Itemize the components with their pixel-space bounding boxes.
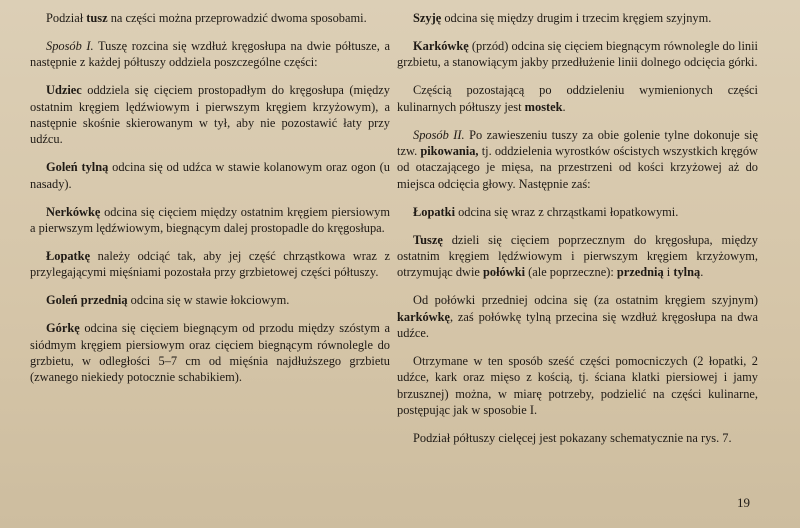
term-karkowke: karkówkę: [397, 309, 451, 324]
term-golen-przednia: Goleń przednią: [46, 293, 128, 308]
paragraph-rys-7: Podział półtuszy cielęcej jest pokazany schematycznie na rys. 7.: [413, 431, 732, 446]
term-tylna: tylną: [673, 265, 701, 280]
term-polowki: połówki: [483, 265, 526, 280]
method-1-label: Sposób I.: [46, 38, 94, 53]
term-nerkowka: Nerkówkę: [46, 204, 101, 219]
term-tusz: tusz: [86, 11, 108, 25]
paragraph-golen-tylna: Goleń tylną odcina się od udźca w stawie kolanowym oraz ogon (u nasady).: [30, 160, 390, 191]
paragraph-nerkowka: Nerkówkę odcina się cięciem między ostatnim kręgiem piersiowym a pierwszym lędźwiowym, biegnącym dalej prostopadle do kręgosłupa.: [30, 204, 390, 236]
paragraph-method-1: Sposób I. Tuszę rozcina się wzdłuż kręgosłupa na dwie półtusze, a następnie z każdej półtuszy oddziela poszczególne części:: [30, 38, 390, 70]
term-pikowanie: pikowania,: [420, 143, 479, 158]
term-karkowka: Karkówkę: [413, 38, 469, 53]
right-column: [397, 10, 758, 458]
paragraph-method-2: Sposób II. Po zawieszeniu tuszy za obie golenie tylne dokonuje się tzw. pikowania, tj. oddzielenia wyrostków ościstych wszystkich kręgów od otaczającego je mięsa, na przestrzeni od kości krzyżowej aż do miejsca odcięcia głowy. Następnie zaś:: [397, 127, 758, 191]
page-number: 19: [737, 495, 750, 510]
method-2-label: Sposób II.: [413, 127, 465, 142]
paragraph-intro: Podział tusz na części można przeprowadzić dwoma sposobami.: [46, 11, 367, 25]
left-column: [30, 10, 390, 397]
term-lopatki: Łopatki: [413, 204, 456, 219]
term-tusze: Tuszę: [413, 232, 443, 247]
paragraph-udziec: Udziec oddziela się cięciem prostopadłym do kręgosłupa (między ostatnim kręgiem lędźwiowym i pierwszym kręgiem krzyżowym), a następnie skośnie skierowanym w tył, aby nie pozostawić łaty przy udźcu.: [30, 83, 390, 147]
term-lopatka: Łopatkę: [46, 248, 91, 263]
paragraph-mostek: Częścią pozostającą po oddzieleniu wymienionych części kulinarnych półtuszy jest mostek.: [397, 83, 758, 114]
paragraph-lopatka: Łopatkę należy odciąć tak, aby jej część chrząstkowa wraz z przylegającymi mięśniami pozostała przy grzbietowej części półtuszy.: [30, 248, 390, 280]
paragraph-golen-przednia: Goleń przednią odcina się w stawie łokciowym.: [46, 293, 290, 308]
term-mostek: mostek: [524, 99, 563, 114]
paragraph-tusze: Tuszę dzieli się cięciem poprzecznym do kręgosłupa, między ostatnim kręgiem lędźwiowym i pierwszym kręgiem krzyżowym, otrzymując dwie połówki (ale poprzeczne): przednią i tylną.: [397, 232, 758, 280]
term-szyja: Szyję: [413, 11, 442, 25]
paragraph-karkowka: Karkówkę (przód) odcina się cięciem biegnącym równolegle do linii grzbietu, a stanowiącym jakby przedłużenie linii dolnego odcięcia górki.: [397, 38, 758, 70]
term-gorka: Górkę: [46, 321, 80, 336]
paragraph-polowka-przednia: Od połówki przedniej odcina się (za ostatnim kręgiem szyjnym) karkówkę, zaś połówkę tylną przecina się wzdłuż kręgosłupa na dwa udźce.: [397, 293, 758, 341]
paragraph-lopatki: Łopatki odcina się wraz z chrząstkami łopatkowymi.: [413, 204, 679, 219]
term-golen-tylna: Goleń tylną: [46, 160, 109, 175]
term-udziec: Udziec: [46, 83, 82, 98]
paragraph-czesci-pomocnicze: Otrzymane w ten sposób sześć części pomocniczych (2 łopatki, 2 udźce, kark oraz mięso z kością, tj. ściana klatki piersiowej i jamy brzusznej) można, w miarę potrzeby, podzielić na części kulinarne, postępując jak w sposobie I.: [397, 354, 758, 418]
paragraph-gorka: Górkę odcina się cięciem biegnącym od przodu między szóstym a siódmym kręgiem piersiowym oraz cięciem biegnącym równolegle do grzbietu, w odległości 5–7 cm od mięśnia najdłuższego grzbietu (zwanego niekiedy potocznie schabikiem).: [30, 321, 390, 385]
paragraph-szyja: Szyję odcina się między drugim i trzecim kręgiem szyjnym.: [413, 11, 712, 25]
term-przednia: przednią: [616, 265, 664, 280]
